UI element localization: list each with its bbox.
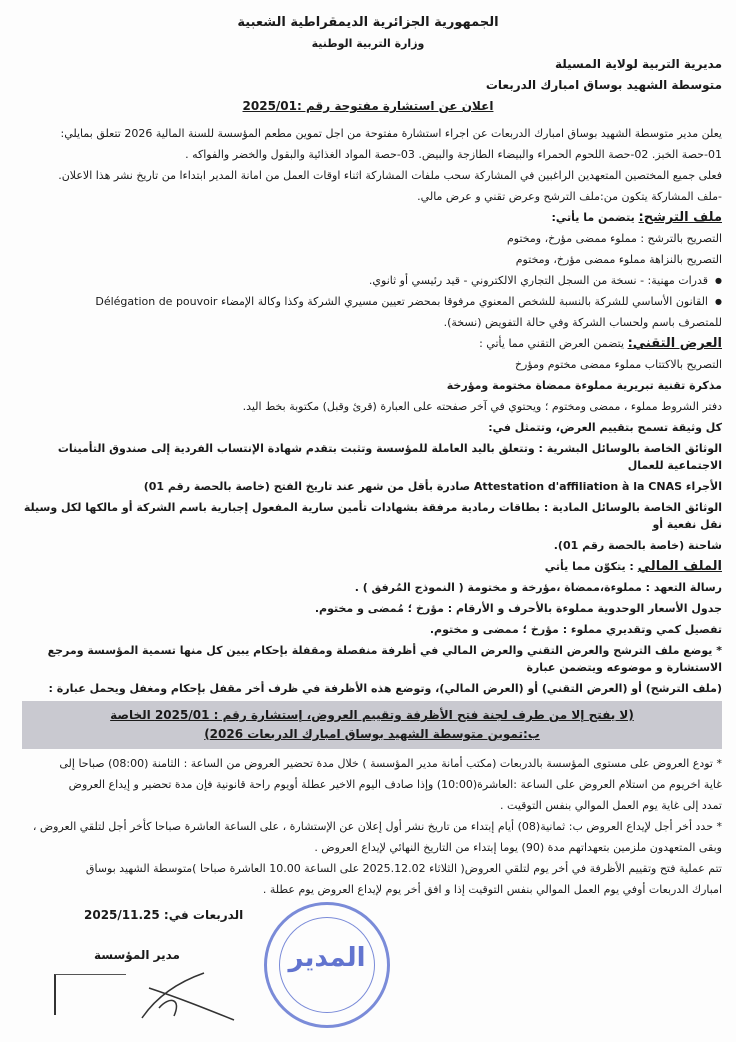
terms-line: غاية اخريوم من استلام العروض على الساعة :العاشرة(10:00) وإذا صادف اليوم الاخير عطلة أويوم راحة قانونية فإن مدة تحضير و إيداع العروض — [68, 778, 722, 791]
official-stamp — [264, 902, 390, 1028]
technical-line: مذكرة تقنية تبريرية مملوءة ممضاة مختومة ومؤرخة — [446, 379, 722, 392]
ministry-heading: وزارة التربية الوطنية — [311, 37, 425, 50]
signature-block — [14, 902, 722, 1032]
section-subtitle: يتضمن ما يأتي: — [551, 211, 639, 224]
technical-line: الوثائق الخاصة بالوسائل المادية : بطاقات رمادية مرفقة بشهادات تأمين سارية المفعول إجبارية باسم الشركة أو مالكها لكل وسيلة نقل نفعية أو — [23, 501, 722, 531]
terms-line: تمدد إلى غاية يوم العمل الموالي بنفس التوقيت . — [500, 799, 722, 812]
candidacy-bullet: ● القانون الأساسي للشركة بالنسبة للشخص المعنوي مرفوقا بمحضر تعيين مسيري الشركة وكذا وكالة الإمضاء Délégation de pouvoir — [14, 293, 722, 310]
section-subtitle: : يتكوّن مما يأتي — [544, 560, 638, 573]
intro-line: -ملف المشاركة يتكون من:ملف الترشح وعرض تقني و عرض مالي. — [417, 190, 722, 203]
signatory-title: مدير المؤسسة — [94, 948, 180, 962]
technical-line: دفتر الشروط مملوء ، ممضى ومختوم ؛ ويحتوي في آخر صفحته على العبارة (قرئ وقبل) مكتوبة بخط اليد. — [242, 400, 722, 413]
signature-frame — [54, 974, 126, 1015]
financial-line: جدول الأسعار الوحدوية مملوءة بالأحرف و الأرقام : مؤرخ ؛ مُمضى و مختوم. — [314, 602, 722, 615]
financial-line: رسالة التعهد : مملوءة،ممضاة ،مؤرخة و مختومة ( النموذج المُرفق ) . — [354, 581, 722, 594]
envelope-notice-box — [22, 701, 722, 749]
financial-line: * يوضع ملف الترشح والعرض التقني والعرض المالي في أظرفة منفصلة ومقفلة بإحكام يبين كل منها تسمية المؤسسة ومرجع الاستشارة و موضوعه ويتضمن عبارة — [47, 644, 722, 674]
technical-section-heading — [14, 335, 722, 352]
technical-line: كل وثيقة تسمح بتقييم العرض، وتتمثل في: — [488, 421, 722, 434]
candidacy-bullet: ● قدرات مهنية: - نسخة من السجل التجاري الالكتروني - قيد رئيسي أو ثانوي. — [14, 272, 722, 289]
technical-line: الوثائق الخاصة بالوسائل البشرية : وتتعلق باليد العاملة للمؤسسة وتثبت بتقدم شهادة الإنتساب الفردية إلى صندوق التأمينات الاجتماعية للعمال — [57, 442, 722, 472]
candidacy-section-heading — [14, 209, 722, 226]
intro-line: 01-حصة الخبز. 02-حصة اللحوم الحمراء والبيضاء الطازجة والبيض. 03-حصة المواد الغذائية والبقول والخضر والفواكه . — [185, 148, 722, 161]
section-title: العرض التقني: — [627, 336, 722, 351]
section-title: ملف الترشح: — [638, 210, 722, 225]
envelope-notice-line: (لا يفتح إلا من طرف لجنة فتح الأظرفة وتقييم العروض، إستشارة رقم : 2025/01 الخاصة — [110, 708, 634, 722]
technical-line: التصريح بالاكتتاب مملوء ممضى مختوم ومؤرخ — [514, 358, 722, 371]
signature-icon — [134, 968, 244, 1023]
technical-line: الأجراء Attestation d'affiliation à la CNAS صادرة بأقل من شهر عند تاريخ الفتح (خاصة بالحصة رقم 01) — [143, 480, 722, 493]
terms-line: * تودع العروض على مستوى المؤسسة بالدربعات (مكتب أمانة مدير المؤسسة ) خلال مدة تحضير العروض من الساعة : الثامنة (08:00) صباحا إلى — [59, 757, 722, 770]
republic-heading: الجمهورية الجزائرية الديمقراطية الشعبية — [237, 15, 499, 30]
candidacy-line: التصريح بالترشح : مملوء ممضى مؤرخ، ومختوم — [506, 232, 722, 245]
candidacy-line: للمتصرف باسم ولحساب الشركة وفي حالة التفويض (نسخة). — [443, 316, 722, 329]
candidacy-line: التصريح بالنزاهة مملوء ممضى مؤرخ، ومختوم — [515, 253, 722, 266]
stamp-text: المدير — [288, 943, 366, 973]
financial-line: (ملف الترشح) أو (العرض التقني) أو (العرض المالي)، وتوضع هذه الأظرفة في ظرف أخر مقفل بإحكام ومغفل ويحمل عبارة : — [48, 682, 722, 695]
financial-line: تفصيل كمي وتقديري مملوء : مؤرخ ؛ ممضى و مختوم. — [429, 623, 722, 636]
terms-line: * حدد أخر أجل لإيداع العروض ب: ثمانية(08) أيام إبتداء من تاريخ نشر أول إعلان عن الإستشارة ، على الساعة العاشرة صباحا كأخر أجل لتلقي العروض ، — [32, 820, 722, 833]
technical-line: شاحنة (خاصة بالحصة رقم 01). — [553, 539, 722, 552]
place-date: الدربعات في: 2025/11.25 — [84, 908, 244, 922]
envelope-notice-line: ب:تموين متوسطة الشهيد بوساق امبارك الدربعات 2026) — [204, 727, 540, 741]
financial-section-heading — [14, 558, 722, 575]
school-name: متوسطة الشهيد بوساق امبارك الدربعات — [485, 78, 722, 92]
directorate-name: مديرية التربية لولاية المسيلة — [554, 57, 722, 71]
section-subtitle: يتضمن العرض التقني مما يأتي : — [479, 337, 628, 350]
section-title: الملف المالي — [637, 559, 722, 574]
terms-line: تتم عملية فتح وتقييم الأظرفة في أخر يوم لتلقي العروض( الثلاثاء 2025.12.02 على الساعة 10.00 العاشرة صباحا )متوسطة الشهيد بوساق — [85, 862, 722, 875]
document-title: اعلان عن استشارة مفتوحة رقم :2025/01 — [242, 99, 494, 113]
terms-line: وبقى المتعهدون ملزمين بتعهداتهم مدة (90) يوما إبتداء من التاريخ النهائي لإيداع العروض . — [314, 841, 722, 854]
intro-line: يعلن مدير متوسطة الشهيد بوساق امبارك الدربعات عن اجراء استشارة مفتوحة من اجل تموين مطعم المؤسسة للسنة المالية 2026 تتعلق بمايلي: — [60, 127, 722, 140]
terms-line: امبارك الدربعات أوفي يوم العمل الموالي بنفس التوقيت إذا و افق أخر يوم لإيداع العروض يوم عطلة . — [262, 883, 722, 896]
intro-line: فعلى جميع المختصين المتعهدين الراغبين في المشاركة سحب ملفات المشاركة اثناء اوقات العمل من امانة المدير ابتداءا من تاريخ نشر هذا الاعلان. — [58, 169, 722, 182]
